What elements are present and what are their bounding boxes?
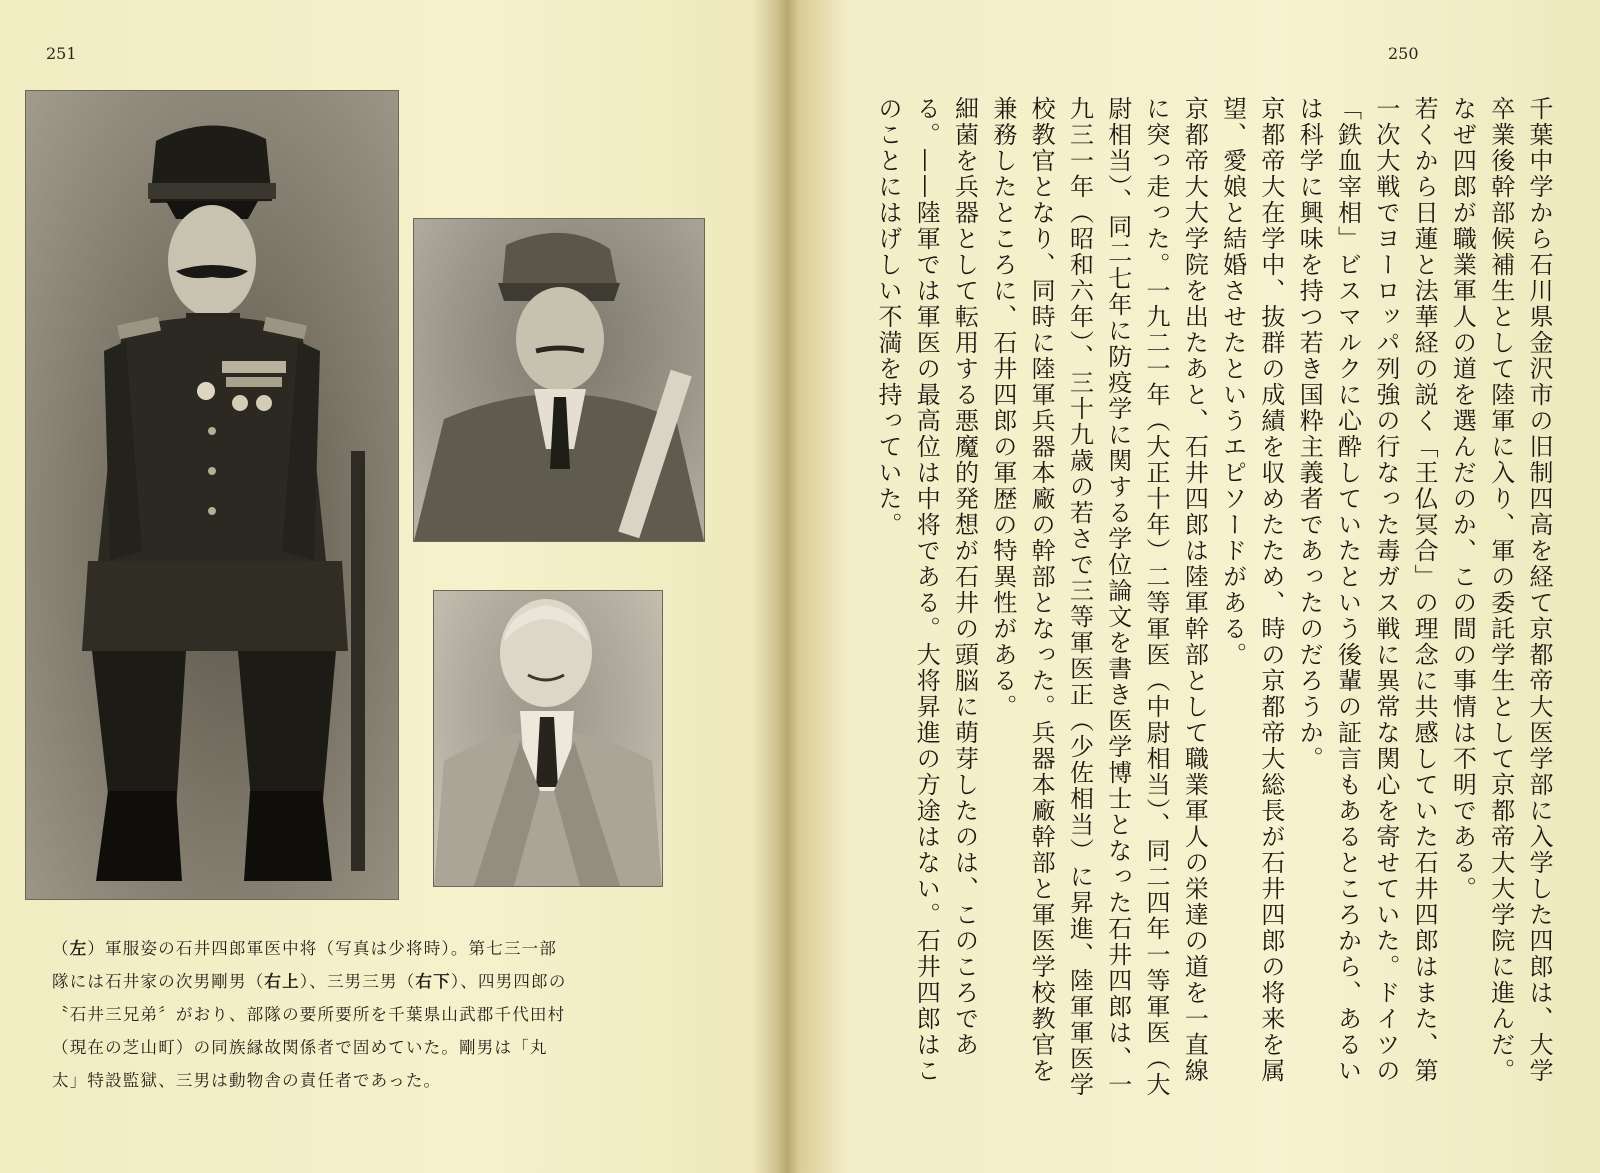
photo-third-son	[433, 590, 663, 887]
caption-text: 隊には石井家の次男剛男（	[52, 972, 265, 991]
paragraph: 京都帝大在学中、抜群の成績を収めたため、時の京都帝大総長が石井四郎の将来を属望、愛娘と結婚させたというエピソードがある。	[1218, 96, 1285, 1084]
caption-line-2	[52, 965, 682, 998]
page-number-left: 251	[46, 44, 77, 63]
caption-position-left: 左	[69, 939, 88, 958]
caption-line-3: 〝石井三兄弟〞がおり、部隊の要所要所を千葉県山武郡千代田村	[52, 1005, 566, 1024]
third-son-illustration	[434, 591, 662, 886]
right-page	[790, 0, 1600, 1173]
paragraph: 京都帝大大学院を出たあと、石井四郎は陸軍幹部として職業軍人の栄達の道を一直線に突っ走った。一九二一年（大正十年）二等軍医（中尉相当）、同二四年一等軍医（大尉相当）、同二七年に防疫学に関する学位論文を書き医学博士となった石井四郎は、一九三一年（昭和六年）、三十九歳の若さで三等軍医正（少佐相当）に昇進、陸軍軍医学校教官となり、同時に陸軍兵器本廠の幹部となった。兵器本廠幹部と軍医学校教官を兼務したところに、石井四郎の軍歴の特異性がある。	[988, 96, 1209, 1098]
uniform-figure-illustration	[26, 91, 398, 899]
page-number-right: 250	[1388, 44, 1419, 63]
photo-caption	[52, 932, 682, 1097]
caption-line-1	[52, 932, 682, 965]
caption-line-5: 太」特設監獄、三男は動物舎の責任者であった。	[52, 1071, 442, 1090]
paragraph: 千葉中学から石川県金沢市の旧制四高を経て京都帝大医学部に入学した四郎は、大学卒業後幹部候補生として陸軍に入り、軍の委託学生として京都帝大大学院に進んだ。なぜ四郎が職業軍人の道を選んだのか、この間の事情は不明である。	[1448, 96, 1553, 1084]
caption-text: ）軍服姿の石井四郎軍医中将（写真は少将時）。第七三一部	[87, 939, 558, 958]
paragraph: 細菌を兵器として転用する悪魔的発想が石井の頭脳に萌芽したのは、このころである。——陸軍では軍医の最高位は中将である。大将昇進の方途はない。石井四郎はこのことにはげしい不満を持っていた。	[873, 96, 979, 1084]
caption-text: ）、三男三男（	[299, 972, 416, 991]
left-page	[0, 0, 780, 1173]
photo-second-son	[413, 218, 705, 542]
caption-position-right-bottom: 右下	[415, 972, 451, 991]
caption-text: ）、四男四郎の	[450, 972, 567, 991]
second-son-illustration	[414, 219, 704, 541]
caption-position-right-top: 右上	[264, 972, 300, 991]
paragraph: 若くから日蓮と法華経の説く「王仏冥合」の理念に共感していた石井四郎はまた、第一次大戦でヨーロッパ列強の行なった毒ガス戦に異常な関心を寄せていた。ドイツの「鉄血宰相」ビスマルクに心酔していたという後輩の証言もあるところから、あるいは科学に興味を持つ若き国粋主義者であったのだろうか。	[1295, 96, 1439, 1084]
caption-line-4: （現在の芝山町）の同族縁故関係者で固めていた。剛男は「丸	[52, 1038, 548, 1057]
vertical-body-text	[818, 96, 1558, 1106]
caption-text: （	[52, 939, 70, 958]
photo-ishii-shiro-uniform	[25, 90, 399, 900]
